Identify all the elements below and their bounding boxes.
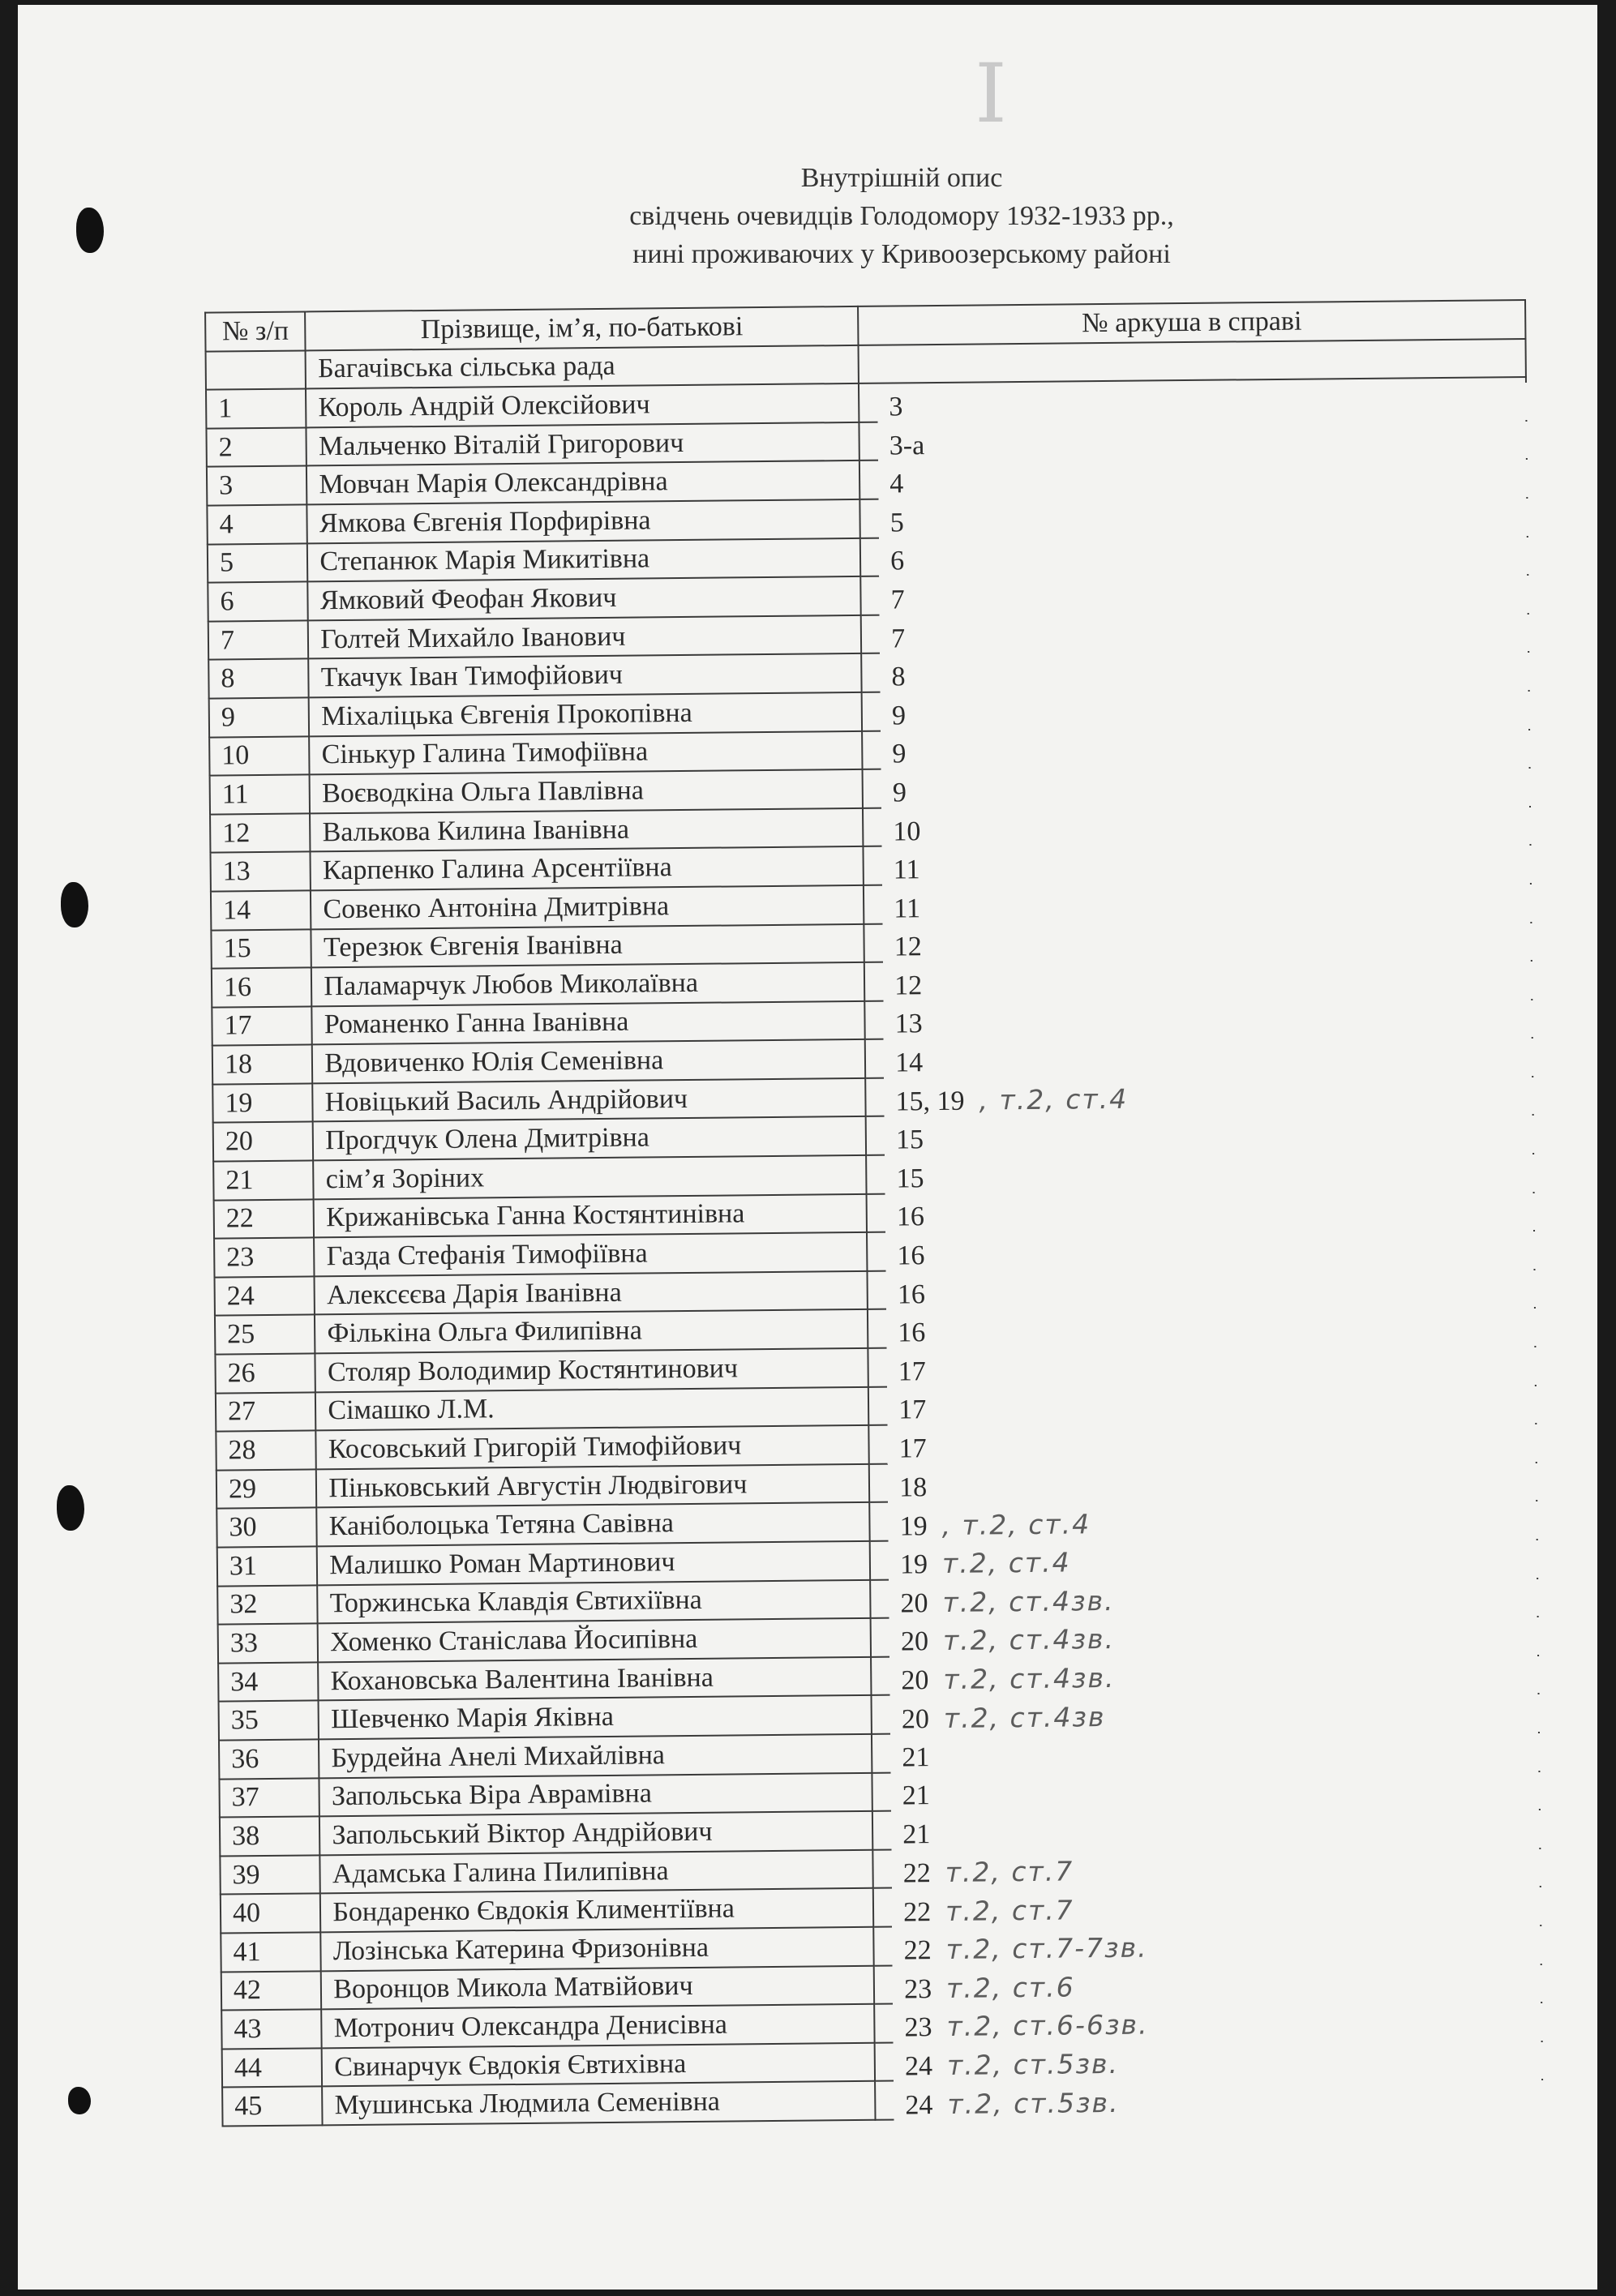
row-number: 3 — [207, 466, 307, 506]
row-number: 19 — [212, 1083, 313, 1123]
sheet-number: 18 — [898, 1471, 928, 1503]
sheet-number: 24 — [904, 2051, 933, 2082]
sheet-number-cell — [882, 961, 1550, 1005]
section-title: Багачівська сільська рада — [306, 345, 859, 389]
row-number: 12 — [210, 813, 311, 853]
sheet-number: 9 — [892, 739, 907, 769]
handwritten-note: т.2, ст.7-7зв. — [945, 1931, 1148, 1966]
sheet-number-cell — [892, 2003, 1559, 2047]
witness-register-table — [204, 299, 1543, 2127]
sheet-number-cell — [888, 1578, 1555, 1622]
witness-name: Алексєєва Дарія Іванівна — [315, 1271, 868, 1315]
sheet-number-cell — [884, 1115, 1551, 1159]
handwritten-note: т.2, ст.5зв. — [946, 2047, 1120, 2081]
row-number: 9 — [209, 697, 310, 737]
sheet-number: 6 — [890, 546, 905, 576]
sheet-number-cell — [889, 1694, 1557, 1738]
witness-name: Мушинська Людмила Семенівна — [322, 2081, 875, 2125]
sheet-number-cell — [890, 1810, 1558, 1854]
witness-name: Адамська Галина Пилипівна — [320, 1850, 873, 1894]
witness-name: Валькова Килина Іванівна — [310, 808, 863, 852]
row-number: 10 — [209, 736, 310, 776]
row-number: 31 — [217, 1546, 318, 1586]
heading-line-3: нині проживаючих у Кривоозерському районі — [632, 239, 1171, 269]
handwritten-note: т.2, ст.7 — [945, 1855, 1074, 1889]
witness-name: Хоменко Станіслава Йосипівна — [318, 1618, 871, 1662]
sheet-number: 20 — [900, 1626, 929, 1657]
row-number: 34 — [218, 1662, 319, 1702]
heading-line-2: свідчень очевидців Голодомору 1932-1933 рр., — [629, 201, 1174, 231]
row-number: 8 — [208, 659, 309, 699]
sheet-number-cell — [877, 459, 1545, 503]
sheet-number: 17 — [898, 1356, 926, 1387]
witness-name: Воєводкіна Ольга Павлівна — [310, 769, 863, 813]
witness-name: Карпенко Галина Арсентіївна — [311, 846, 864, 890]
row-number: 33 — [218, 1624, 319, 1664]
sheet-number-cell — [889, 1656, 1556, 1700]
section-cell-empty — [859, 339, 1526, 383]
witness-name: Король Андрій Олексійович — [306, 383, 859, 427]
witness-name: Ямкова Євгенія Порфирівна — [307, 499, 860, 543]
sheet-number-cell — [882, 922, 1550, 966]
witness-name: Сінькур Галина Тимофіївна — [309, 730, 862, 774]
sheet-number: 22 — [902, 1858, 931, 1889]
handwritten-note: т.2, ст.4зв. — [942, 1623, 1116, 1657]
sheet-number-cell — [892, 1964, 1559, 2008]
sheet-number-cell — [891, 1887, 1558, 1931]
sheet-number: 16 — [898, 1317, 926, 1348]
handwritten-note: , т.2, ст.4 — [979, 1082, 1129, 1116]
witness-name: Степанюк Марія Микитівна — [307, 538, 860, 581]
sheet-number-cell — [878, 536, 1545, 580]
row-number: 39 — [220, 1855, 320, 1895]
sheet-number: 20 — [901, 1665, 929, 1696]
sheet-number: 11 — [893, 855, 920, 885]
sheet-number: 5 — [889, 508, 904, 538]
sheet-number-cell — [877, 421, 1545, 465]
row-number: 37 — [219, 1778, 319, 1818]
handwritten-note: т.2, ст.4зв. — [943, 1662, 1116, 1696]
witness-name: Совенко Антоніна Дмитрівна — [311, 885, 864, 929]
sheet-number: 23 — [903, 1973, 932, 2005]
sheet-number-cell — [887, 1463, 1554, 1507]
sheet-number-cell — [879, 614, 1546, 658]
row-number: 11 — [210, 775, 311, 815]
punch-hole — [61, 882, 88, 927]
row-number: 35 — [219, 1701, 319, 1741]
column-header-number: № з/п — [205, 311, 306, 351]
sheet-number-cell — [881, 768, 1548, 812]
row-number: 28 — [216, 1431, 316, 1471]
row-number: 27 — [216, 1392, 316, 1432]
sheet-number: 16 — [897, 1279, 926, 1310]
witness-name: Воронцов Микола Матвійович — [321, 1965, 874, 2009]
sheet-number-cell — [891, 1925, 1558, 1970]
document-page — [18, 5, 1597, 2290]
sheet-number-cell — [893, 2041, 1560, 2085]
heading-line-1: Внутрішній опис — [800, 163, 1003, 193]
row-number: 21 — [213, 1160, 314, 1200]
witness-name: Газда Стефанія Тимофіївна — [314, 1232, 867, 1276]
row-number: 4 — [207, 504, 307, 544]
witness-name: Кохановська Валентина Іванівна — [318, 1657, 871, 1701]
sheet-number-cell — [889, 1617, 1556, 1661]
row-number: 24 — [215, 1276, 315, 1316]
witness-name: Новіцький Василь Андрійович — [313, 1078, 866, 1122]
witness-name: Крижанівська Ганна Костянтинівна — [314, 1194, 867, 1238]
row-number: 15 — [211, 929, 311, 969]
row-number: 44 — [222, 2048, 323, 2088]
row-number: 40 — [221, 1894, 321, 1934]
witness-name: Бурдейна Анелі Михайлівна — [319, 1734, 872, 1778]
sheet-number: 23 — [904, 2012, 932, 2043]
handwritten-note: т.2, ст.5зв. — [947, 2086, 1120, 2120]
witness-name: Ткачук Іван Тимофійович — [309, 653, 862, 697]
sheet-number: 19 — [899, 1510, 928, 1542]
witness-name: Піньковський Августін Людвігович — [316, 1464, 869, 1508]
sheet-number-cell — [881, 806, 1548, 850]
document-heading — [504, 159, 1299, 273]
row-number: 20 — [213, 1122, 314, 1162]
witness-name: Бондаренко Євдокія Климентіївна — [320, 1888, 873, 1932]
column-header-sheet: № аркуша в справі — [858, 300, 1525, 345]
witness-name: Шевченко Марія Яківна — [319, 1695, 872, 1739]
sheet-number: 21 — [902, 1741, 930, 1773]
sheet-number-cell — [885, 1308, 1553, 1352]
sheet-number: 11 — [894, 893, 921, 924]
sheet-number: 15 — [896, 1163, 924, 1194]
row-number: 2 — [206, 427, 306, 467]
sheet-number-cell — [886, 1385, 1554, 1429]
sheet-number-cell — [885, 1192, 1552, 1236]
sheet-number-cell — [877, 498, 1545, 542]
row-number: 14 — [211, 890, 311, 930]
witness-name: Ямковий Феофан Якович — [308, 576, 861, 620]
witness-name: Фількіна Ольга Филипівна — [315, 1309, 868, 1353]
witness-name: сім’я Зоріних — [313, 1155, 866, 1199]
handwritten-note: т.2, ст.6-6зв. — [946, 2008, 1149, 2043]
sheet-number-cell — [890, 1771, 1558, 1815]
witness-name: Прогдчук Олена Дмитрівна — [313, 1116, 866, 1160]
punch-hole — [68, 2087, 91, 2114]
handwritten-note: т.2, ст.4зв — [943, 1700, 1106, 1734]
sheet-number-cell — [879, 652, 1546, 696]
row-number: 23 — [214, 1238, 315, 1278]
sheet-number-cell — [880, 691, 1547, 735]
sheet-number: 10 — [893, 816, 921, 847]
row-number: 38 — [220, 1817, 320, 1857]
sheet-number: 15, 19 — [895, 1086, 965, 1117]
row-number: 41 — [221, 1932, 321, 1972]
sheet-number-cell — [885, 1270, 1553, 1314]
witness-name: Сімашко Л.М. — [315, 1386, 868, 1430]
sheet-number: 24 — [905, 2089, 933, 2121]
row-number: 30 — [216, 1508, 317, 1548]
row-number: 42 — [221, 1971, 322, 2011]
sheet-number-cell — [893, 2080, 1560, 2124]
sheet-number-cell — [890, 1848, 1558, 1892]
row-number: 13 — [210, 852, 311, 892]
sheet-number: 21 — [902, 1819, 931, 1850]
row-number: 43 — [221, 2009, 322, 2049]
sheet-number: 15 — [895, 1124, 924, 1155]
sheet-number: 20 — [900, 1588, 928, 1619]
row-number: 26 — [215, 1353, 315, 1393]
row-number: 6 — [208, 582, 308, 622]
sheet-number-cell — [881, 884, 1549, 928]
sheet-number-cell — [887, 1501, 1554, 1545]
handwritten-note: т.2, ст.4зв. — [942, 1584, 1115, 1618]
sheet-number-cell — [880, 729, 1547, 773]
row-number: 22 — [214, 1199, 315, 1239]
witness-name: Мовчан Марія Олександрівна — [306, 460, 859, 504]
punch-hole — [76, 208, 104, 253]
sheet-number: 4 — [889, 469, 904, 499]
sheet-number: 19 — [899, 1549, 928, 1580]
witness-name: Малишко Роман Мартинович — [317, 1541, 870, 1585]
sheet-number-cell — [877, 382, 1544, 426]
row-number: 17 — [212, 1006, 312, 1046]
witness-name: Свинарчук Євдокія Євтихівна — [322, 2043, 875, 2087]
sheet-number: 12 — [894, 932, 922, 962]
handwritten-note: т.2, ст.4 — [941, 1546, 1071, 1580]
sheet-number: 7 — [890, 585, 905, 615]
witness-name: Вдовиченко Юлія Семенівна — [312, 1039, 865, 1083]
row-number: 36 — [219, 1739, 319, 1779]
witness-name: Мотронич Олександра Денисівна — [322, 2004, 875, 2048]
witness-name: Каніболоцька Тетяна Савівна — [317, 1502, 870, 1546]
handwritten-note: , т.2, ст.4 — [941, 1507, 1091, 1541]
row-number: 7 — [208, 620, 309, 660]
sheet-number: 9 — [892, 777, 907, 808]
row-number: 45 — [222, 2087, 323, 2127]
sheet-number: 16 — [897, 1240, 925, 1271]
sheet-number: 21 — [902, 1780, 930, 1811]
witness-name: Косовський Григорій Тимофійович — [316, 1425, 869, 1469]
sheet-number: 3-а — [889, 430, 925, 461]
witness-name: Запольський Віктор Андрійович — [319, 1811, 872, 1855]
sheet-number-cell — [882, 999, 1550, 1043]
row-number: 32 — [217, 1585, 318, 1625]
sheet-number-cell — [888, 1540, 1555, 1584]
sheet-number: 9 — [891, 700, 907, 731]
handwritten-note: т.2, ст.6 — [945, 1971, 1075, 2004]
sheet-number-cell — [889, 1733, 1557, 1777]
row-number: 5 — [208, 543, 308, 583]
sheet-number: 14 — [894, 1047, 924, 1078]
sheet-number: 22 — [902, 1896, 932, 1928]
witness-name: Міхаліцька Євгенія Прокопівна — [309, 692, 862, 736]
column-header-name: Прізвище, ім’я, по-батькові — [305, 306, 858, 350]
witness-name: Запольська Віра Аврамівна — [319, 1772, 872, 1816]
punch-hole — [57, 1485, 84, 1531]
sheet-number: 3 — [889, 392, 903, 422]
row-number: 29 — [216, 1469, 317, 1509]
sheet-number-cell — [886, 1347, 1554, 1391]
sheet-number-cell — [886, 1424, 1554, 1468]
row-number: 18 — [212, 1045, 313, 1085]
row-number: 25 — [215, 1315, 315, 1355]
sheet-number: 13 — [894, 1009, 923, 1039]
sheet-number-cell — [885, 1231, 1552, 1275]
witness-name: Лозінська Катерина Фризонівна — [321, 1927, 874, 1971]
row-number: 1 — [206, 389, 306, 429]
witness-name: Терезюк Євгенія Іванівна — [311, 923, 864, 967]
sheet-number-cell — [881, 845, 1549, 889]
sheet-number: 22 — [903, 1935, 932, 1966]
row-number: 16 — [212, 968, 312, 1008]
witness-name: Мальченко Віталій Григорович — [306, 422, 859, 466]
sheet-number: 16 — [896, 1202, 925, 1232]
sheet-number-cell — [884, 1154, 1551, 1198]
witness-name: Голтей Михайло Іванович — [308, 615, 861, 659]
sheet-number-cell — [878, 575, 1545, 619]
sheet-number: 8 — [891, 662, 906, 692]
sheet-number: 12 — [894, 970, 923, 1001]
witness-name: Столяр Володимир Костянтинович — [315, 1348, 868, 1392]
section-cell-empty — [206, 350, 306, 390]
folio-mark: I — [975, 46, 1007, 141]
handwritten-note: т.2, ст.7 — [945, 1894, 1074, 1927]
sheet-number: 20 — [901, 1703, 930, 1735]
sheet-number: 7 — [890, 623, 906, 654]
sheet-number-cell — [883, 1038, 1550, 1082]
sheet-number: 17 — [898, 1433, 927, 1464]
witness-name: Романенко Ганна Іванівна — [312, 1001, 865, 1045]
witness-name: Паламарчук Любов Миколаївна — [311, 962, 864, 1006]
witness-name: Торжинська Клавдія Євтихіївна — [318, 1579, 871, 1623]
sheet-number: 17 — [898, 1394, 927, 1425]
sheet-number-cell — [883, 1077, 1550, 1121]
